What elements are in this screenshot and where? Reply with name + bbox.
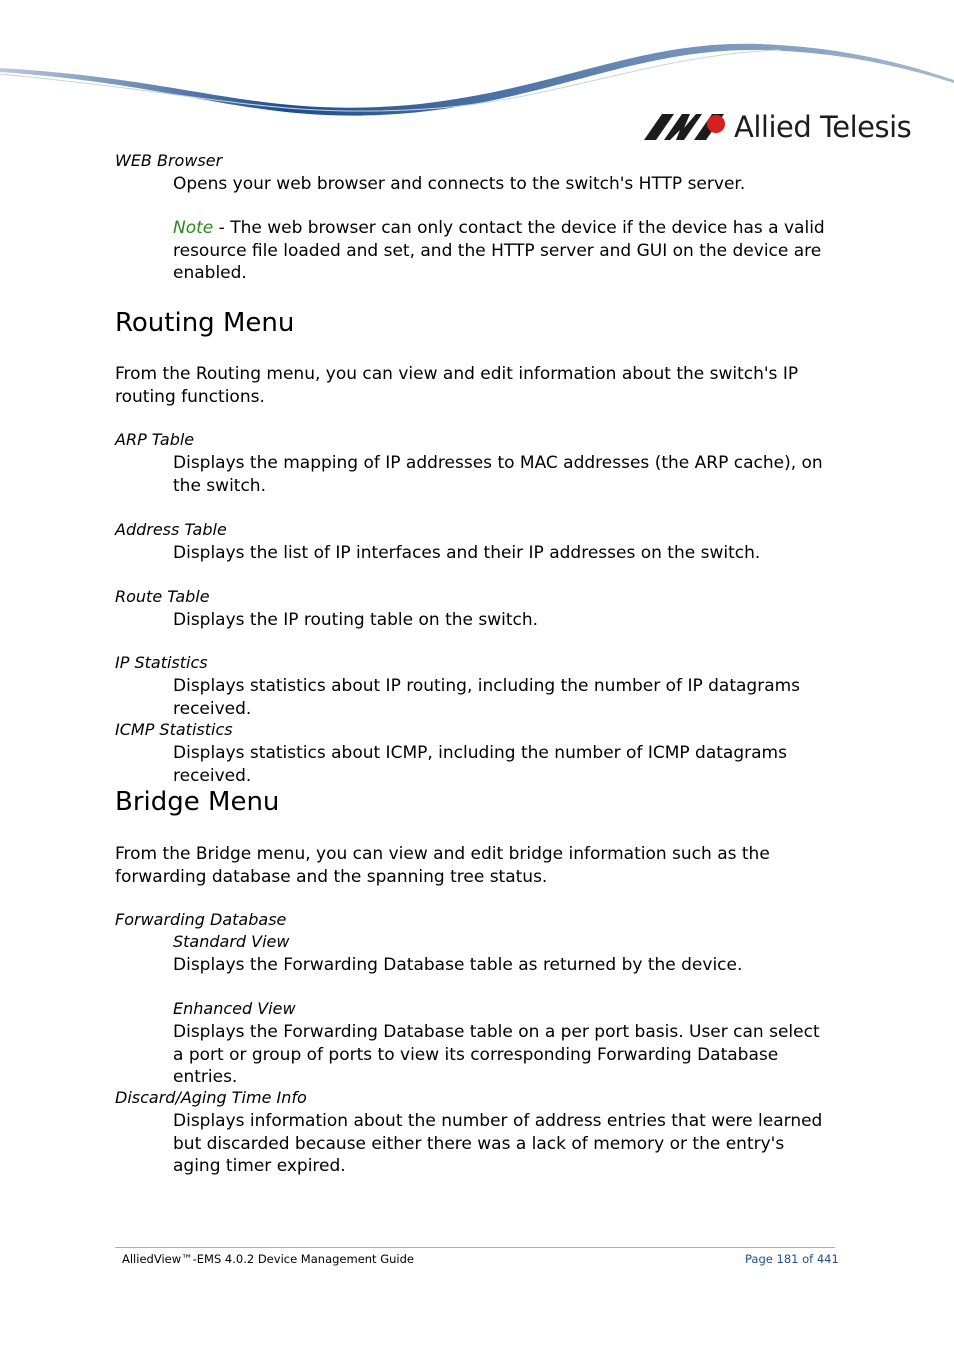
desc-icmp-statistics: Displays statistics about ICMP, including the number of ICMP datagrams received. [173, 743, 787, 786]
term-standard-view: Standard View [173, 932, 290, 951]
desc-ip-statistics: Displays statistics about IP routing, including the number of IP datagrams received. [173, 676, 801, 719]
logo-wordmark: Allied Telesis [734, 110, 912, 144]
heading-bridge-menu: Bridge Menu [115, 787, 280, 817]
term-route-table: Route Table [115, 587, 210, 606]
logo-mark-icon [644, 110, 730, 144]
intro-routing: From the Routing menu, you can view and edit information about the switch's IP routing functions. [115, 364, 799, 407]
term-enhanced-view: Enhanced View [173, 999, 296, 1018]
term-address-table: Address Table [115, 520, 227, 539]
desc-route-table: Displays the IP routing table on the switch. [173, 610, 539, 630]
term-forwarding-database: Forwarding Database [115, 910, 287, 929]
heading-routing-menu: Routing Menu [115, 308, 295, 338]
term-ip-statistics: IP Statistics [115, 653, 208, 672]
desc-web-browser: Opens your web browser and connects to the switch's HTTP server. [173, 174, 746, 194]
desc-enhanced-view: Displays the Forwarding Database table on a per port basis. User can select a port or group of ports to view its corresponding Forwarding Database entries. [173, 1022, 820, 1087]
footer-guide-title: AlliedView™-EMS 4.0.2 Device Management Guide [122, 1252, 414, 1266]
term-web-browser: WEB Browser [115, 151, 223, 170]
footer-divider [115, 1247, 835, 1248]
footer-page-number: Page 181 of 441 [745, 1252, 839, 1266]
note-text: - The web browser can only contact the device if the device has a valid resource file loaded and set, and the HTTP server and GUI on the device are enabled. [173, 218, 825, 283]
intro-bridge: From the Bridge menu, you can view and edit bridge information such as the forwarding database and the spanning tree status. [115, 844, 770, 887]
desc-standard-view: Displays the Forwarding Database table as returned by the device. [173, 955, 743, 975]
desc-discard-aging: Displays information about the number of address entries that were learned but discarded because either there was a lack of memory or the entry's aging timer expired. [173, 1111, 823, 1176]
desc-arp-table: Displays the mapping of IP addresses to MAC addresses (the ARP cache), on the switch. [173, 453, 823, 496]
term-icmp-statistics: ICMP Statistics [115, 720, 233, 739]
allied-telesis-logo [644, 108, 912, 148]
note-label: Note [173, 218, 214, 238]
term-arp-table: ARP Table [115, 430, 195, 449]
term-discard-aging: Discard/Aging Time Info [115, 1088, 307, 1107]
note-web-browser [173, 217, 833, 285]
desc-address-table: Displays the list of IP interfaces and their IP addresses on the switch. [173, 543, 761, 563]
